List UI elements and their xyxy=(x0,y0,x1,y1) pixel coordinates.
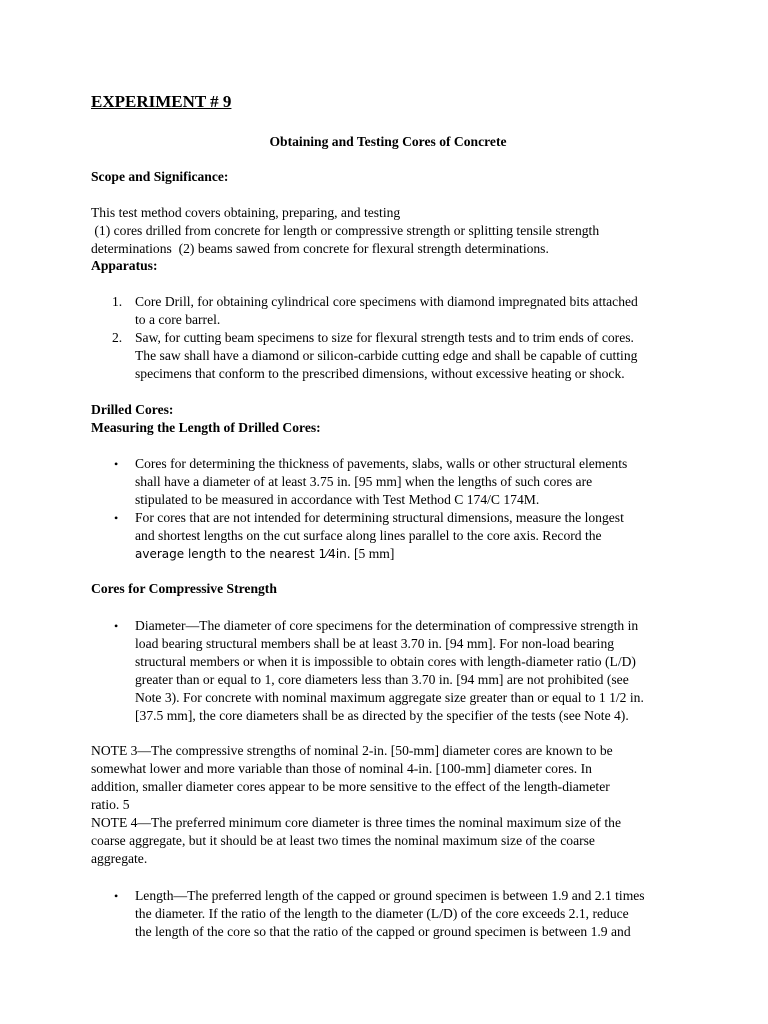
apparatus-list xyxy=(91,293,711,383)
bullet-icon: • xyxy=(114,619,119,633)
list-line: stipulated to be measured in accordance with Test Method C 174/C 174M. xyxy=(135,492,540,507)
list-line: Cores for determining the thickness of pavements, slabs, walls or other structural elements xyxy=(135,456,628,471)
list-line: structural members or when it is impossible to obtain cores with length-diameter ratio (L/D) xyxy=(135,654,636,669)
list-item xyxy=(91,617,711,725)
list-line: shall have a diameter of at least 3.75 in. [95 mm] when the lengths of such cores are xyxy=(135,474,593,489)
note-line: NOTE 3—The compressive strengths of nominal 2-in. [50-mm] diameter cores are known to be xyxy=(91,743,613,758)
note-line: aggregate. xyxy=(91,851,148,866)
note-line: ratio. 5 xyxy=(91,797,130,812)
notes-paragraph xyxy=(91,742,701,868)
note-line: coarse aggregate, but it should be at least two times the nominal maximum size of the coarse xyxy=(91,833,595,848)
note-line: addition, smaller diameter cores appear to be more sensitive to the effect of the length-diameter xyxy=(91,779,610,794)
length-list xyxy=(91,887,711,941)
list-line: Length—The preferred length of the capped or ground specimen is between 1.9 and 2.1 times xyxy=(135,888,645,903)
list-line: to a core barrel. xyxy=(135,312,221,327)
list-line: For cores that are not intended for determining structural dimensions, measure the longest xyxy=(135,510,624,525)
page-title: EXPERIMENT # 9 xyxy=(91,92,232,111)
list-line: Note 3). For concrete with nominal maximum aggregate size greater than or equal to 1 1/2 in. xyxy=(135,690,644,705)
sans-text-run: average length to the nearest 1⁄4in. xyxy=(135,547,351,561)
list-item xyxy=(91,293,711,329)
scope-paragraph xyxy=(91,204,701,258)
list-line xyxy=(135,545,711,563)
scope-line: This test method covers obtaining, preparing, and testing xyxy=(91,205,401,220)
list-number: 2. xyxy=(112,330,123,345)
scope-line: determinations (2) beams sawed from concrete for flexural strength determinations. xyxy=(91,241,549,256)
scope-line: (1) cores drilled from concrete for length or compressive strength or splitting tensile strength xyxy=(91,223,600,238)
list-line: Core Drill, for obtaining cylindrical core specimens with diamond impregnated bits attached xyxy=(135,294,638,309)
bullet-icon: • xyxy=(114,511,119,525)
measuring-list xyxy=(91,455,711,563)
note-line: NOTE 4—The preferred minimum core diameter is three times the nominal maximum size of the xyxy=(91,815,621,830)
list-line: The saw shall have a diamond or silicon-carbide cutting edge and shall be capable of cutting xyxy=(135,348,638,363)
compressive-list xyxy=(91,617,711,725)
list-item xyxy=(91,509,711,563)
list-item xyxy=(91,887,711,941)
list-line: Diameter—The diameter of core specimens for the determination of compressive strength in xyxy=(135,618,639,633)
list-line: load bearing structural members shall be at least 3.70 in. [94 mm]. For non-load bearing xyxy=(135,636,615,651)
bullet-icon: • xyxy=(114,457,119,471)
scope-heading: Scope and Significance: xyxy=(91,169,229,184)
document-subtitle: Obtaining and Testing Cores of Concrete xyxy=(269,134,507,149)
list-line: [37.5 mm], the core diameters shall be as directed by the specifier of the tests (see Note 4). xyxy=(135,708,629,723)
list-line: and shortest lengths on the cut surface along lines parallel to the core axis. Record the xyxy=(135,528,602,543)
note-line: somewhat lower and more variable than those of nominal 4-in. [100-mm] diameter cores. In xyxy=(91,761,592,776)
list-line: the diameter. If the ratio of the length to the diameter (L/D) of the core exceeds 2.1, reduce xyxy=(135,906,629,921)
list-item xyxy=(91,455,711,509)
apparatus-heading: Apparatus: xyxy=(91,258,158,273)
compressive-heading: Cores for Compressive Strength xyxy=(91,581,277,596)
list-number: 1. xyxy=(112,294,123,309)
list-line: specimens that conform to the prescribed dimensions, without excessive heating or shock. xyxy=(135,366,625,381)
drilled-cores-heading: Drilled Cores: xyxy=(91,402,174,417)
serif-text-run: [5 mm] xyxy=(350,546,395,561)
list-line: the length of the core so that the ratio of the capped or ground specimen is between 1.9 and xyxy=(135,924,631,939)
bullet-icon: • xyxy=(114,889,119,903)
list-item xyxy=(91,329,711,383)
list-line: Saw, for cutting beam specimens to size for flexural strength tests and to trim ends of cores. xyxy=(135,330,634,345)
list-line: greater than or equal to 1, core diameters less than 3.70 in. [94 mm] are not prohibited (see xyxy=(135,672,629,687)
measuring-length-heading: Measuring the Length of Drilled Cores: xyxy=(91,420,321,435)
